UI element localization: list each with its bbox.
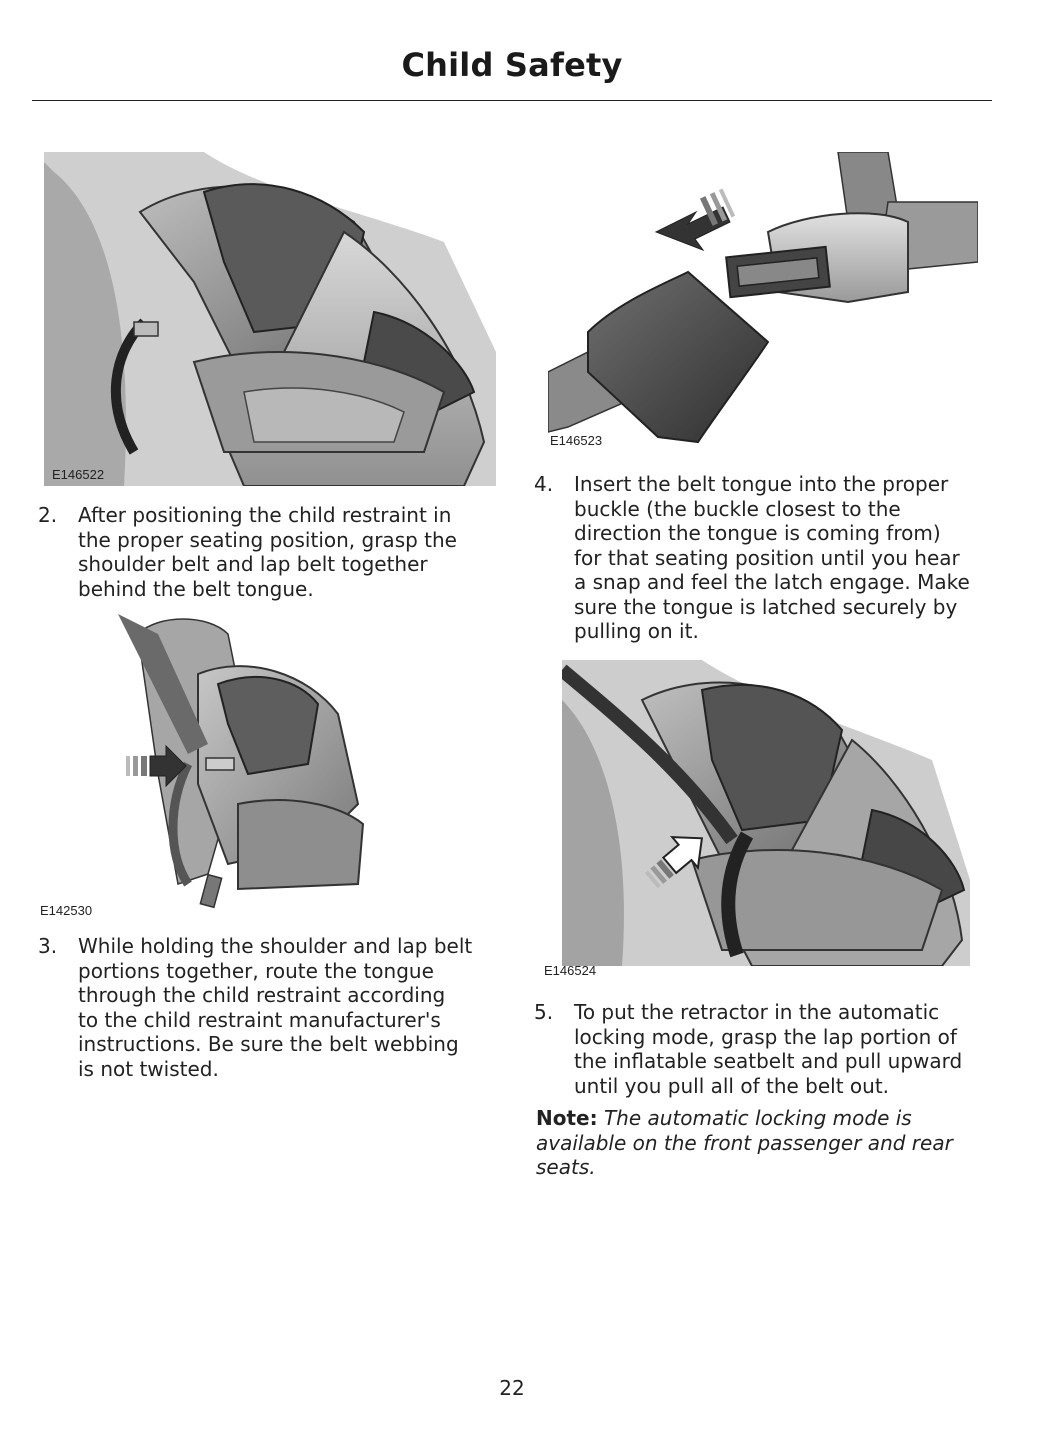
header-divider [32,100,992,101]
step-text: After positioning the child restraint in the proper seating position, grasp the shoulder belt and lap belt together behind the belt tongue. [78,503,457,601]
note-block [536,1106,986,1180]
seat-locking-illustration [562,660,970,966]
step-text: To put the retractor in the automatic locking mode, grasp the lap portion of the inflatable seatbelt and pull upward until you pull all of the belt out. [574,1000,963,1098]
note-text: The automatic locking mode is [597,1106,912,1130]
step-number: 5. [534,1000,554,1024]
step-text: Insert the belt tongue into the proper buckle (the buckle closest to the direction the tongue is coming from) for that seating position until you hear a snap and feel the latch engage. Make sure the tongue is latched securely by pulling on it. [574,472,970,643]
note-text: seats. [536,1155,596,1179]
figure-route-tongue [118,614,378,910]
child-seat-illustration [44,152,496,486]
seat-route-illustration [118,614,378,910]
step-number: 3. [38,934,58,958]
note-label: Note: [536,1106,598,1130]
step-number: 4. [534,472,554,496]
figure-code: E142530 [40,903,93,918]
figure-automatic-locking [562,660,970,966]
figure-code: E146522 [52,467,105,482]
note-text: available on the front passenger and rear [536,1130,953,1155]
buckle-illustration [548,152,978,444]
figure-code: E146523 [550,433,603,448]
page-number: 22 [499,1376,525,1400]
figure-belt-tongue-buckle [548,152,978,444]
figure-child-seat-belt-routing [44,152,496,486]
figure-code: E146524 [544,963,597,978]
step-text: While holding the shoulder and lap belt portions together, route the tongue through the child restraint according to the child restraint manufacturer's instructions. Be sure the belt webbing is not twisted. [78,934,473,1081]
step-number: 2. [38,503,58,527]
page-title: Child Safety [401,46,623,84]
